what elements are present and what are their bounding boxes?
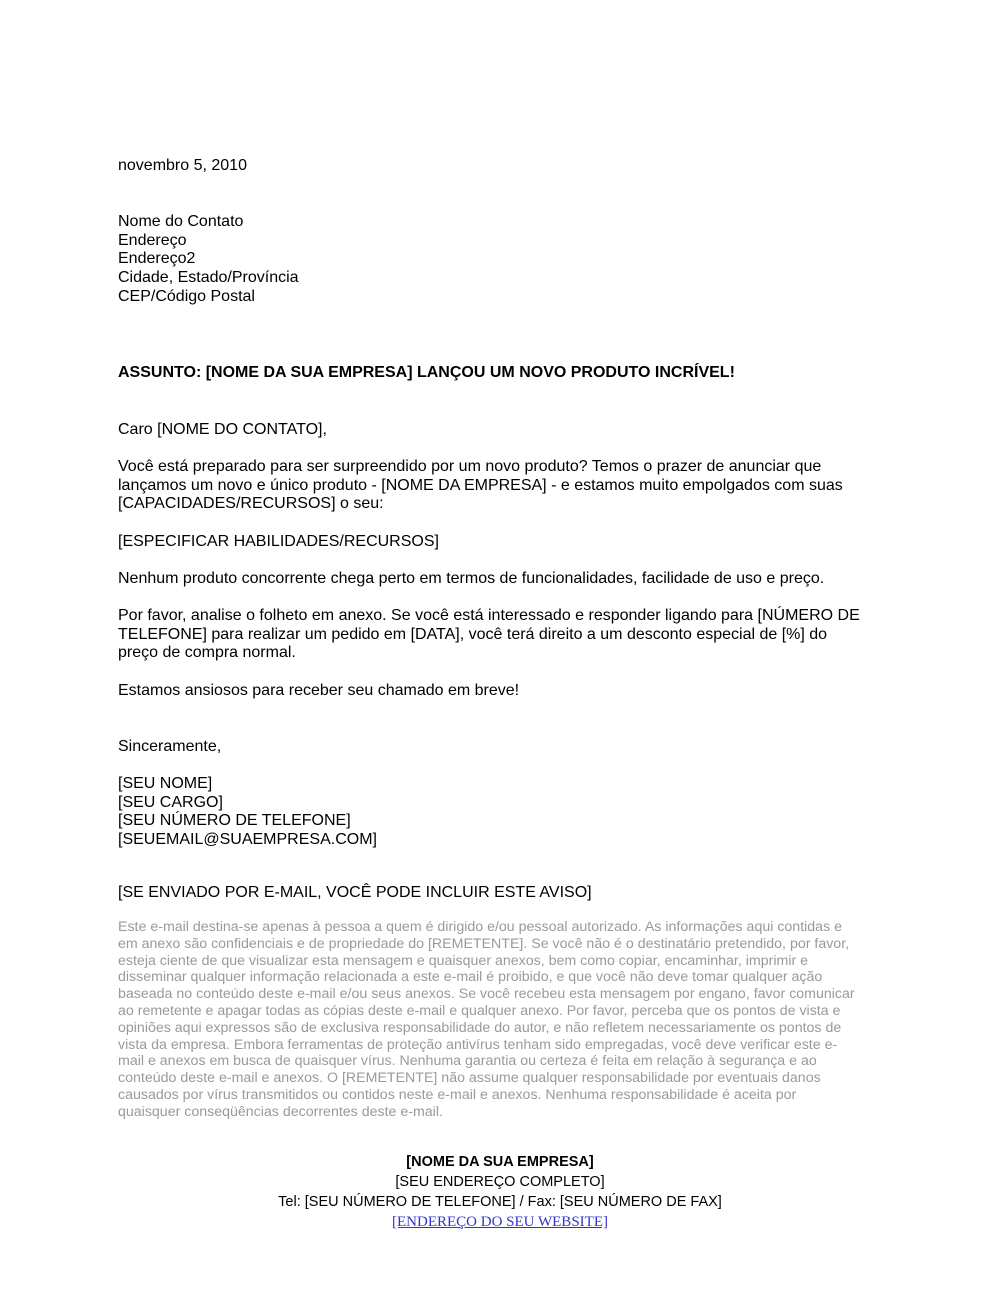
paragraph-closing-remark <box>118 682 519 701</box>
disclaimer-line: esteja ciente de que visualizar esta mensagem e quaisquer anexos, bem como copiar, encaminhar, imprimir e <box>118 952 809 969</box>
paragraph-line: [ESPECIFICAR HABILIDADES/RECURSOS] <box>118 533 439 550</box>
signature-block <box>118 775 377 850</box>
disclaimer-line: vista da empresa. Embora ferramentas de proteção antivírus tenham sido empregadas, você deve verificar este e- <box>118 1036 838 1053</box>
signature-phone: [SEU NÚMERO DE TELEFONE] <box>118 812 351 830</box>
disclaimer-line: opiniões aqui expressos são de exclusiva responsabilidade do autor, e não refletem necessariamente os pontos de <box>118 1019 842 1036</box>
disclaimer-line: mail e anexos em busca de quaisquer vírus. Nenhuma garantia ou certeza é feita em relação à segurança e ao <box>118 1053 817 1070</box>
disclaimer-line: disseminar qualquer informação relacionada a este e-mail é proibido, e que você não deve tomar qualquer ação <box>118 969 823 986</box>
disclaimer-line: Este e-mail destina-se apenas à pessoa a quem é dirigido e/ou pessoal autorizado. As informações aqui contidas e <box>118 919 842 935</box>
salutation: Caro [NOME DO CONTATO], <box>118 421 327 438</box>
paragraph-line: Nenhum produto concorrente chega perto em termos de funcionalidades, facilidade de uso e preço. <box>118 570 825 587</box>
recipient-postal: CEP/Código Postal <box>118 287 255 305</box>
recipient-address: Endereço <box>118 231 187 249</box>
disclaimer-line: em anexo são confidenciais e de propriedade do [REMETENTE]. Se você não é o destinatário pretendido, por favor, <box>118 935 850 952</box>
paragraph-line: lançamos um novo e único produto - [NOME DA EMPRESA] - e estamos muito empolgados com suas <box>118 476 843 494</box>
recipient-name: Nome do Contato <box>118 213 244 230</box>
disclaimer-line: quaisquer conseqüências decorrentes deste e-mail. <box>118 1103 443 1120</box>
paragraph-offer <box>118 607 860 663</box>
footer-website-link[interactable]: [ENDEREÇO DO SEU WEBSITE] <box>392 1214 608 1230</box>
recipient-address2: Endereço2 <box>118 250 196 268</box>
paragraph-line: [CAPACIDADES/RECURSOS] o seu: <box>118 495 384 513</box>
disclaimer-line: ao remetente e apagar todas as cópias deste e-mail e qualquer anexo. Por favor, perceba que os pontos de vista e <box>118 1002 841 1019</box>
letter-date: novembro 5, 2010 <box>118 157 247 174</box>
recipient-city: Cidade, Estado/Província <box>118 269 299 287</box>
signature-title: [SEU CARGO] <box>118 793 223 811</box>
disclaimer-line: conteúdo deste e-mail e anexos. O [REMETENTE] não assume qualquer responsabilidade por eventuais danos <box>118 1070 821 1087</box>
paragraph-line: Por favor, analise o folheto em anexo. Se você está interessado e responder ligando para [NÚMERO DE <box>118 607 860 624</box>
paragraph-competition <box>118 570 824 589</box>
disclaimer-line: baseada no conteúdo deste e-mail e/ou seus anexos. Se você recebeu esta mensagem por engano, favor comunicar <box>118 986 855 1003</box>
paragraph-line: TELEFONE] para realizar um pedido em [DATA], você terá direito a um desconto especial de [%] do <box>118 625 828 643</box>
paragraph-line: Estamos ansiosos para receber seu chamado em breve! <box>118 682 520 699</box>
disclaimer-line: causados por vírus transmitidos ou contidos neste e-mail e anexos. Nenhuma responsabilidade é aceita por <box>118 1086 797 1103</box>
footer-company-name: [NOME DA SUA EMPRESA] <box>406 1154 594 1170</box>
signature-email: [SEUEMAIL@SUAEMPRESA.COM] <box>118 831 377 849</box>
email-notice-heading: [SE ENVIADO POR E-MAIL, VOCÊ PODE INCLUIR ESTE AVISO] <box>118 884 592 901</box>
recipient-block <box>118 213 299 307</box>
footer-contact: Tel: [SEU NÚMERO DE TELEFONE] / Fax: [SEU NÚMERO DE FAX] <box>278 1194 722 1210</box>
paragraph-line: preço de compra normal. <box>118 644 296 662</box>
paragraph-intro <box>118 458 843 514</box>
paragraph-features <box>118 533 439 552</box>
closing: Sinceramente, <box>118 738 222 755</box>
company-footer <box>118 1152 882 1232</box>
footer-address: [SEU ENDEREÇO COMPLETO] <box>395 1174 605 1190</box>
paragraph-line: Você está preparado para ser surpreendido por um novo produto? Temos o prazer de anunciar que <box>118 458 822 475</box>
email-disclaimer <box>118 919 888 1121</box>
signature-name: [SEU NOME] <box>118 775 213 792</box>
letter-subject: ASSUNTO: [NOME DA SUA EMPRESA] LANÇOU UM NOVO PRODUTO INCRÍVEL! <box>118 364 735 381</box>
